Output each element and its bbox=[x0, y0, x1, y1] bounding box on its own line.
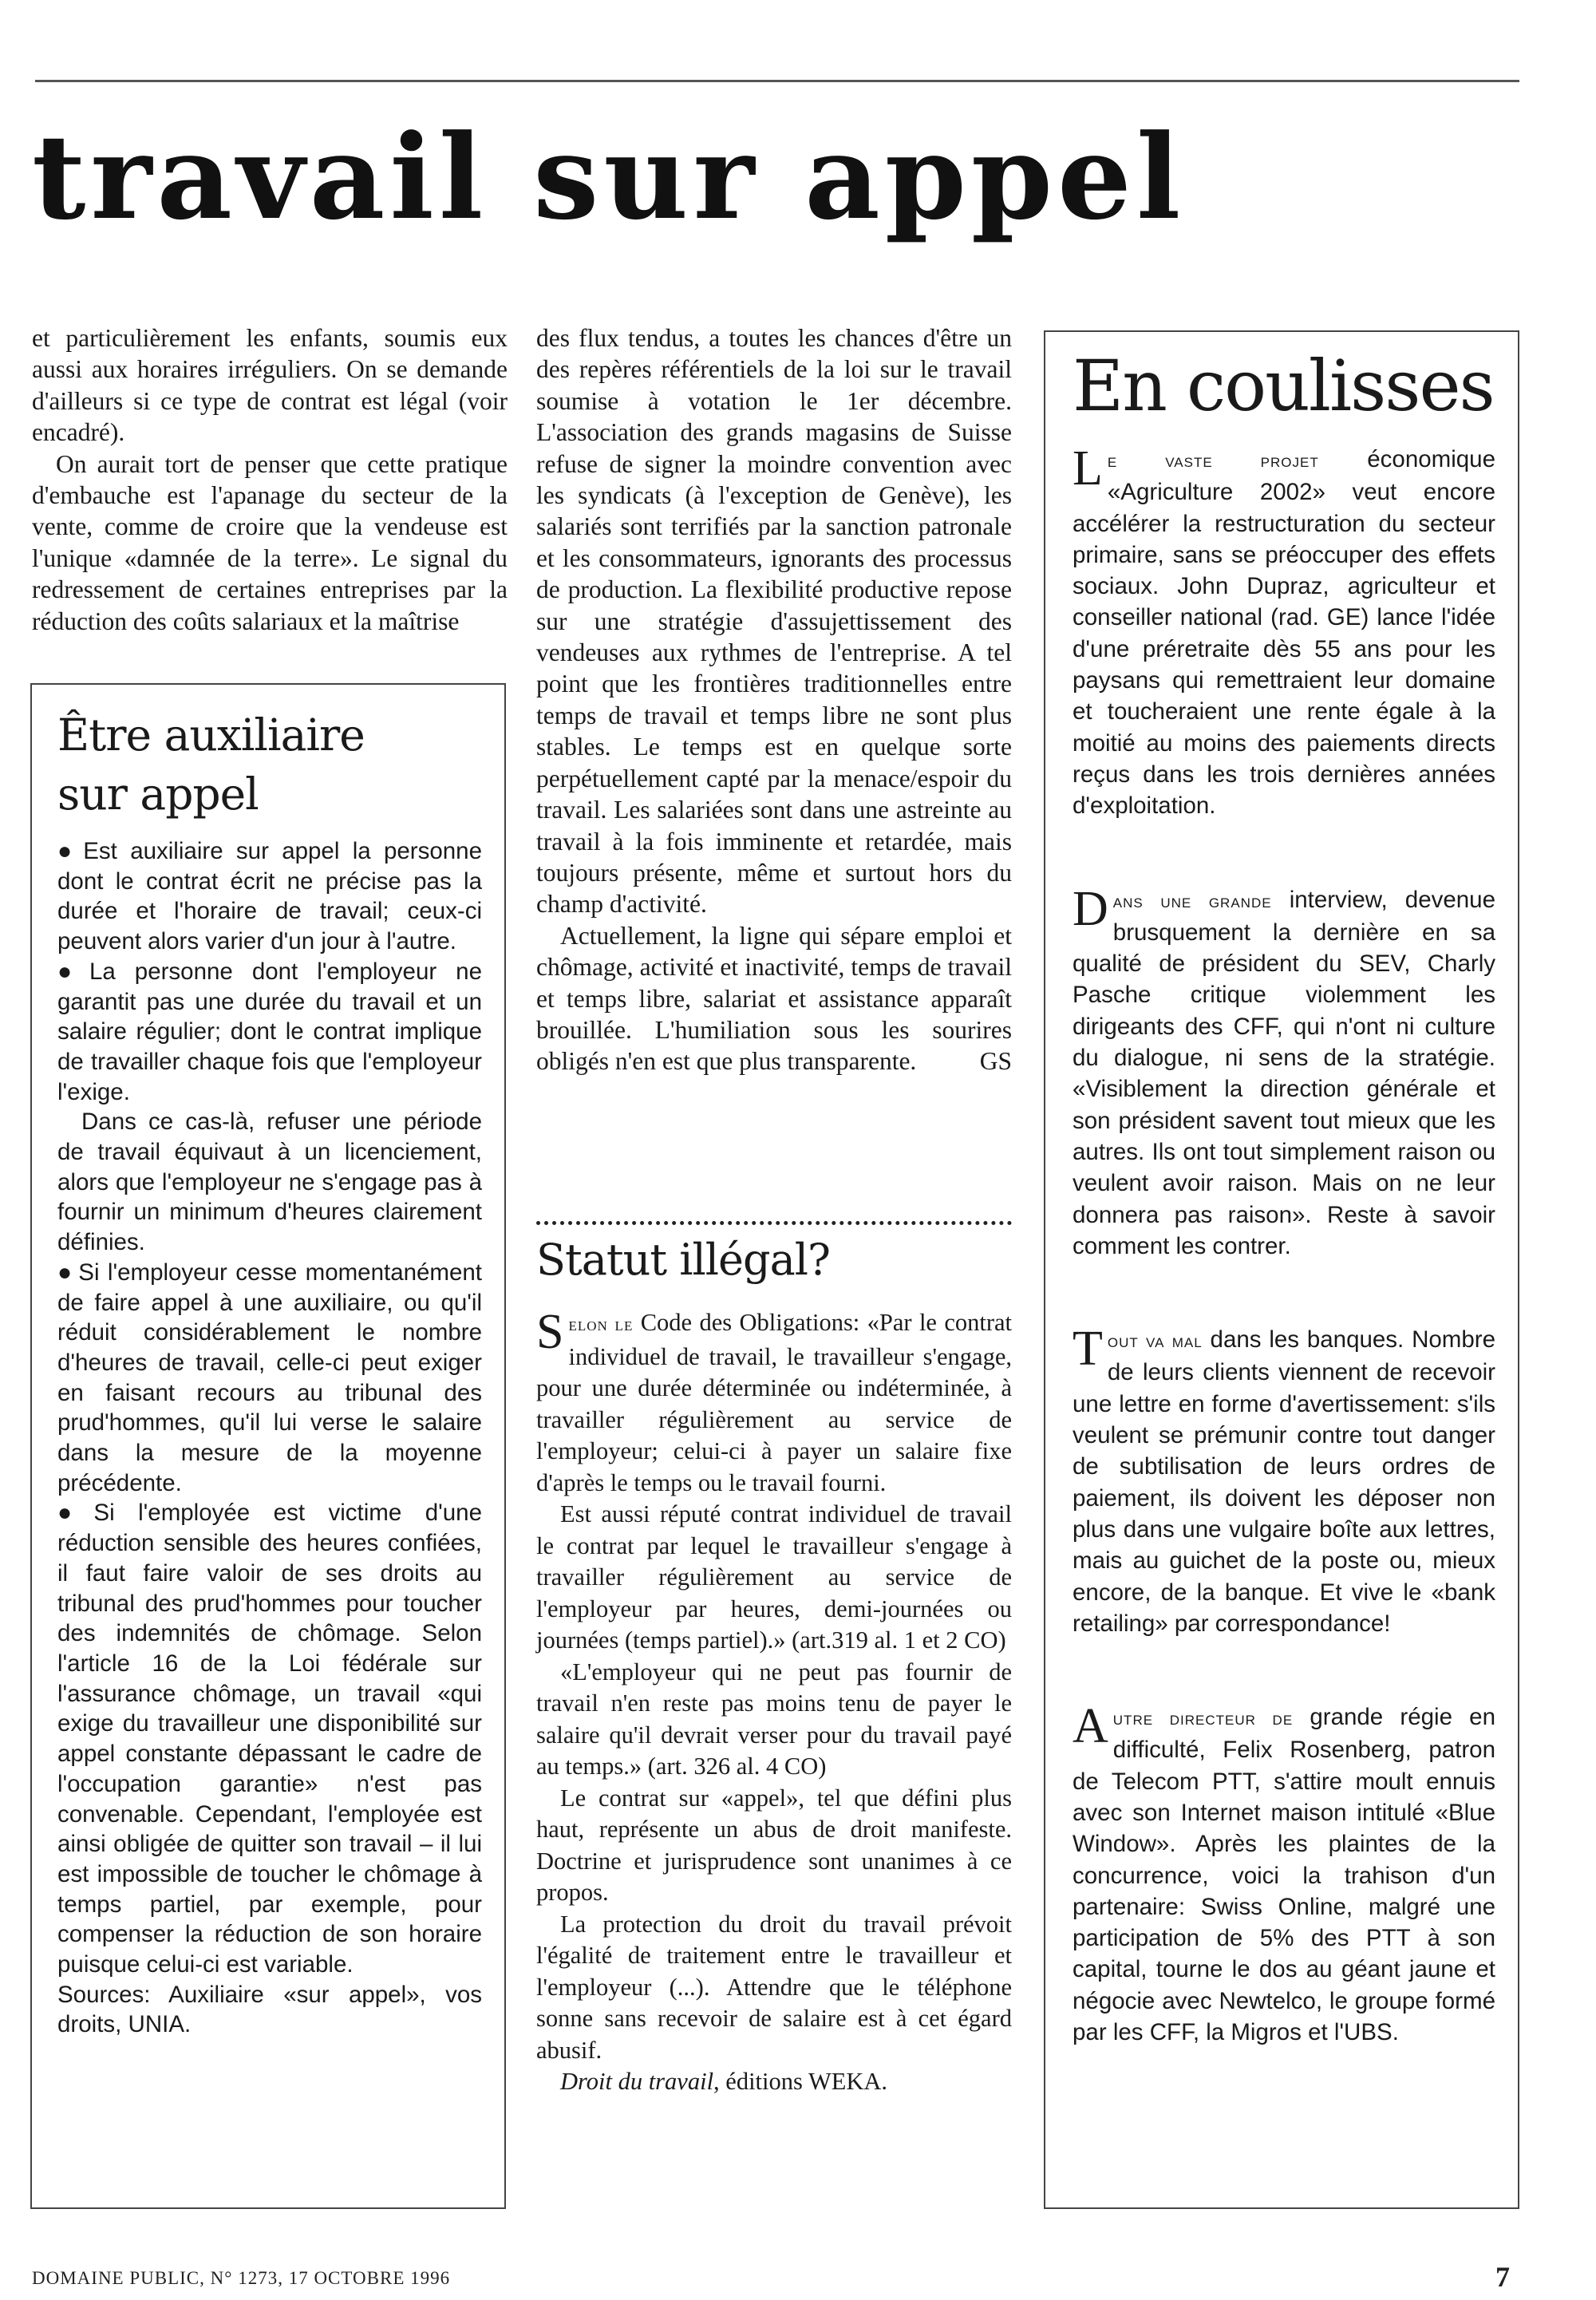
bullet-icon: ● bbox=[57, 1500, 89, 1527]
brief-item bbox=[1073, 881, 1495, 1263]
sidebar-en-coulisses bbox=[1044, 330, 1519, 2209]
sidebar-title: En coulisses bbox=[1073, 345, 1494, 427]
headline: travail sur appel bbox=[32, 109, 1186, 246]
article-paragraph: des flux tendus, a toutes les chances d'être un des repères référentiels de la loi sur le travail soumise à votation le 1er décembre. L'association des grands magasins de Suisse refuse de signer la moindre convention avec les syndicats (à l'exception de Genève), les salariés sont terrifiés par la sanction patronale et les consommateurs, ignorants des processus de production. La flexibilité productive repose sur une stratégie d'assujettissement des vendeuses aux rythmes de l'entreprise. A tel point que les frontières traditionnelles entre temps de travail et temps libre ne sont plus stables. Le temps est en quelque sorte perpétuellement capté par la menace/espoir du travail. Les salariées sont dans une astreinte au travail à la fois imminente et retardée, mais toujours présente, même et surtout hors du champ d'activité. bbox=[536, 324, 1012, 919]
sidebar-etre-auxiliaire bbox=[30, 683, 506, 2209]
section-paragraph bbox=[536, 1307, 1012, 1499]
article-column-1 bbox=[32, 322, 508, 637]
bullet-icon: ● bbox=[57, 838, 79, 864]
bullet-text: Si l'employeur cesse momentanément de faire appel à une auxiliaire, ou qu'il réduit considérablement le nombre d'heures de travail, celle-ci peut exiger en faisant recours au tribunal des prud'hommes, qu'il lui verse le salaire dans la mesure de la moyenne précédente. bbox=[57, 1259, 482, 1496]
top-rule bbox=[35, 80, 1519, 82]
small-caps-lead: e vaste projet bbox=[1107, 450, 1319, 472]
brief-text: dans les banques. Nombre de leurs clients viennent de recevoir une lettre en forme d'avertissement: s'ils veulent se prémunir contre tout danger de subtilisation de leurs ordres de paiement, ils doivent les déposer non plus dans une vulgaire boîte aux lettres, mais au guichet de la poste ou, mieux encore, de la banque. Et vive le «bank retailing» par correspondance! bbox=[1073, 1326, 1495, 1637]
statut-illegal-section bbox=[536, 1232, 1012, 2098]
sidebar-text bbox=[57, 836, 482, 2040]
sidebar-title bbox=[57, 705, 482, 824]
brief-item bbox=[1073, 441, 1495, 822]
drop-cap: L bbox=[1073, 441, 1103, 496]
drop-cap: D bbox=[1073, 881, 1108, 936]
section-paragraph: Est aussi réputé contrat individuel de travail le contrat par lequel le travailleur s'engage à travailler régulièrement au service de l'employeur par heures, demi-journées ou journées (temps partiel).» (art.319 al. 1 et 2 CO) bbox=[536, 1500, 1012, 1654]
article-column-2 bbox=[536, 322, 1012, 1077]
bullet-text: Si l'employée est victime d'une réduction sensible des heures confiées, il faut faire valoir de ses droits au tribunal des prud'hommes pour toucher des indemnités de chômage. Selon l'article 16 de la Loi fédérale sur l'assurance chômage, un travail «qui exige du travailleur une disponibilité sur appel constante dépassant le cadre de l'occupation garantie» n'est pas convenable. Cependant, l'employée est ainsi obligée de quitter son travail – il lui est impossible de toucher le chômage à temps partiel, par exemple, pour compenser la réduction de son horaire puisque celui-ci est variable. bbox=[57, 1500, 482, 1978]
article-paragraph bbox=[536, 920, 1012, 1077]
bullet-text: La personne dont l'employeur ne garantit pas une durée du travail et un salaire régulier; dont le contrat implique de travailler chaque fois que l'employeur l'exige. bbox=[57, 958, 482, 1105]
article-paragraph: On aurait tort de penser que cette pratique d'embauche est l'apanage du secteur de la vente, comme de croire que la vendeuse est l'unique «damnée de la terre». Le signal du redressement de certaines entreprises par la réduction des coûts salariaux et la maîtrise bbox=[32, 449, 508, 635]
section-paragraph-text: Code des Obligations: «Par le contrat individuel de travail, le travailleur s'engage, pour une durée déterminée ou indéterminée, à travailler régulièrement au service de l'employeur; celui-ci à payer un salaire fixe d'après le temps ou le travail fourni. bbox=[536, 1309, 1013, 1496]
section-paragraph: La protection du droit du travail prévoit l'égalité de traitement entre le travailleur et l'employeur (...). Attendre que le téléphone sonne sans recevoir de salaire est à cet égard abusif. bbox=[536, 1910, 1012, 2064]
brief-item bbox=[1073, 1324, 1495, 1639]
sidebar-paragraph: Dans ce cas-là, refuser une période de travail équivaut à un licenciement, alors que l'employeur ne s'engage pas à fournir un minimum d'heures clairement définies. bbox=[57, 1109, 482, 1256]
section-paragraph: «L'employeur qui ne peut pas fournir de travail n'en reste pas moins tenu de payer le salaire qu'il devrait verser pour du travail payé au temps.» (art. 326 al. 4 CO) bbox=[536, 1658, 1012, 1780]
sidebar-title-line: Être auxiliaire bbox=[57, 709, 365, 761]
bullet-icon: ● bbox=[57, 1259, 74, 1286]
article-paragraph-text: Actuellement, la ligne qui sépare emploi et chômage, activité et inactivité, temps de travail et temps libre, salariat et assistance apparaît brouillée. L'humiliation sous les sourires obligés n'en est que plus transparente. bbox=[536, 921, 1012, 1076]
small-caps-lead: elon le bbox=[568, 1314, 634, 1335]
article-paragraph: et particulièrement les enfants, soumis eux aussi aux horaires irréguliers. On se demande d'ailleurs si ce type de contrat est légal (voir encadré). bbox=[32, 324, 508, 447]
section-paragraph: Le contrat sur «appel», tel que défini plus haut, représente un abus de droit manifeste. Doctrine et jurisprudence sont unanimes à ce propos. bbox=[536, 1784, 1012, 1906]
bullet-item bbox=[57, 957, 482, 1108]
sidebar-title-line: sur appel bbox=[57, 769, 259, 820]
small-caps-lead: utre directeur de bbox=[1112, 1708, 1294, 1730]
section-title: Statut illégal? bbox=[536, 1235, 830, 1285]
brief-item bbox=[1073, 1701, 1495, 2048]
source-publisher: , éditions WEKA. bbox=[713, 2068, 888, 2095]
bullet-item bbox=[57, 836, 482, 957]
dotted-separator bbox=[536, 1221, 1012, 1225]
publication-footer: DOMAINE PUBLIC, N° 1273, 17 OCTOBRE 1996 bbox=[32, 2268, 451, 2288]
bullet-item bbox=[57, 1258, 482, 1499]
page-number: 7 bbox=[1495, 2261, 1510, 2293]
brief-text: économique «Agriculture 2002» veut encore accélérer la restructuration du secteur primaire, sans se préoccuper des effets sociaux. John Dupraz, agriculteur et conseiller national (rad. GE) lance l'idée d'une préretraite dès 55 ans pour les paysans qui remettraient leur domaine et toucheraient une rente égale à la moitié au moins des paiements directs reçus dans les trois dernières années d'exploitation. bbox=[1073, 446, 1495, 820]
source-title: Droit du travail bbox=[560, 2068, 714, 2095]
bullet-text: Est auxiliaire sur appel la personne dont le contrat écrit ne précise pas la durée et l'horaire de travail; ceux-ci peuvent alors varier d'un jour à l'autre. bbox=[57, 838, 483, 955]
small-caps-lead: ans une grande bbox=[1112, 890, 1272, 912]
bullet-icon: ● bbox=[57, 958, 85, 985]
section-body bbox=[536, 1307, 1012, 2098]
bullet-item bbox=[57, 1498, 482, 1979]
author-signature: GS bbox=[979, 1047, 1012, 1076]
source-citation bbox=[536, 2066, 1012, 2098]
drop-cap: T bbox=[1073, 1322, 1103, 1377]
sources-note: Sources: Auxiliaire «sur appel», vos droits, UNIA. bbox=[57, 1981, 482, 2038]
drop-cap: A bbox=[1073, 1699, 1108, 1754]
brief-text: interview, devenue brusquement la dernière en sa qualité de président du SEV, Charly Pasche critique violemment les dirigeants des CFF, qui n'ont ni culture du dialogue, ni sens de la stratégie. «Visiblement la direction générale et son président savent tout mieux que les autres. Ils ont tout simplement raison ou veulent avoir raison. Mais on ne leur donnera pas raison». Reste à savoir comment les contrer. bbox=[1073, 886, 1495, 1259]
brief-text: grande régie en difficulté, Felix Rosenberg, patron de Telecom PTT, s'attire moult ennuis avec son Internet maison intitulé «Blue Window». Après les plaintes de la concurrence, voici la trahison d'un partenaire: Swiss Online, malgré une participation de 5% des PTT à son capital, tourne le dos au géant jaune et négocie avec Newtelco, le groupe formé par les CFF, la Migros et l'UBS. bbox=[1073, 1704, 1495, 2046]
drop-cap: S bbox=[536, 1305, 564, 1359]
small-caps-lead: out va mal bbox=[1107, 1330, 1203, 1353]
